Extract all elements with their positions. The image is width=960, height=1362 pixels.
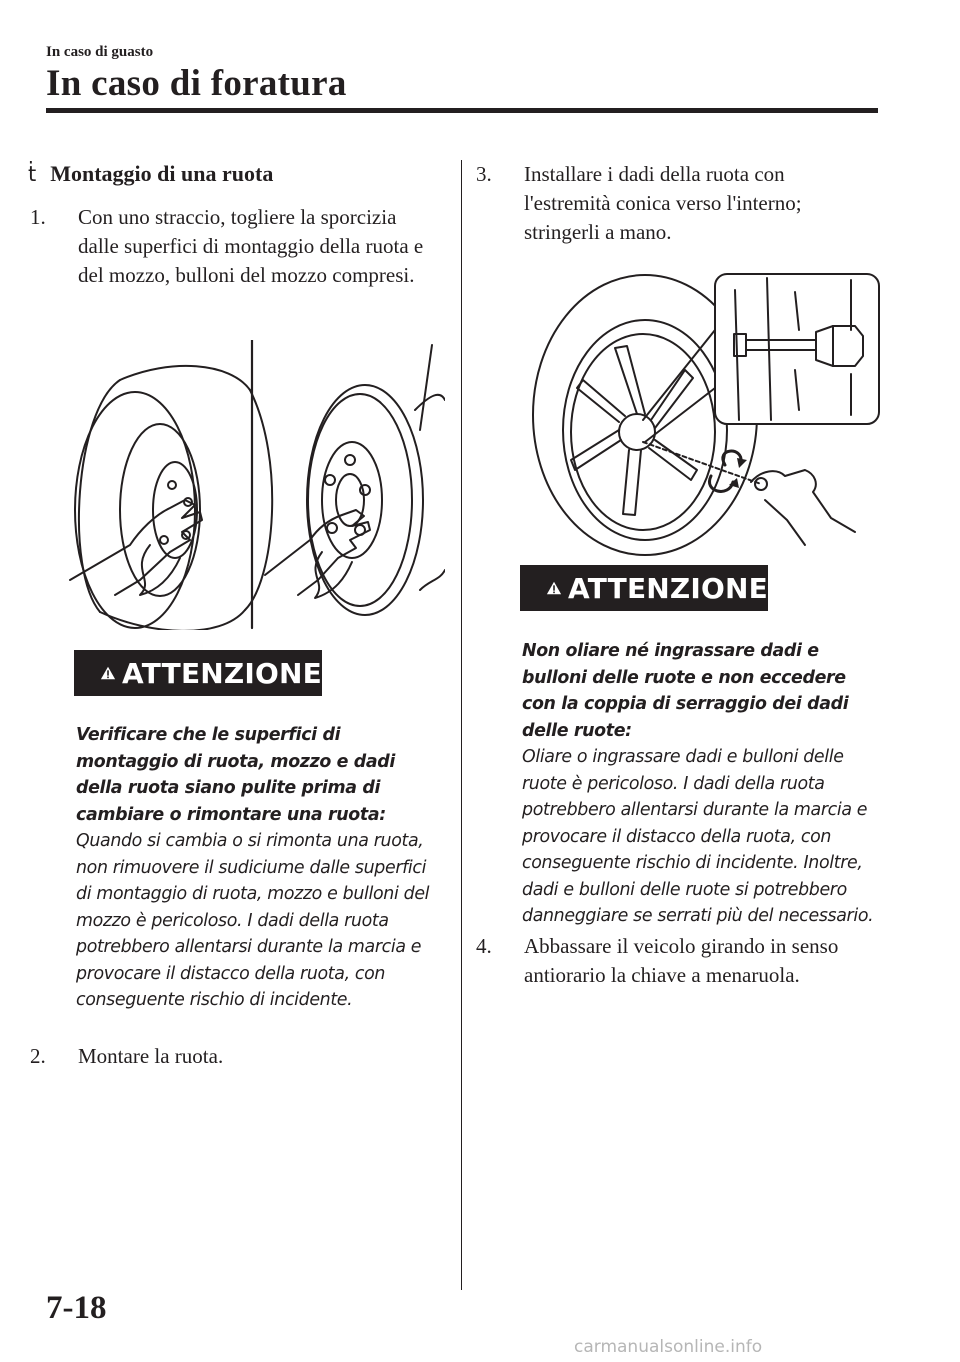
- step-text: Montare la ruota.: [78, 1044, 224, 1068]
- page-title: In caso di foratura: [46, 63, 347, 104]
- step-number: 4.: [476, 934, 492, 958]
- section-heading: [28, 161, 273, 187]
- warning-badge: [74, 650, 322, 696]
- warning-label: ATTENZIONE: [568, 571, 768, 605]
- column-divider: [461, 160, 462, 1290]
- section-marker-icon: ṫ: [28, 162, 37, 186]
- section-heading-text: Montaggio di una ruota: [50, 161, 274, 186]
- step-number: 2.: [30, 1044, 46, 1068]
- warning-lead: Verificare che le superfici di montaggio di ruota, mozzo e dadi della ruota siano pulite prima di cambiare o rimontare una ruota:: [76, 725, 395, 825]
- warning-lead: Non oliare né ingrassare dadi e bulloni delle ruote e non eccedere con la coppia di serraggio dei dadi delle ruote:: [522, 641, 849, 741]
- wheel-cleaning-illustration: [60, 340, 445, 630]
- warning-triangle-icon: [100, 657, 116, 689]
- warning-body: Quando si cambia o si rimonta una ruota, non rimuovere il sudiciume dalle superfici di montaggio di ruota, mozzo e bulloni del mozzo è pericoloso. I dadi della ruota potrebbero allentarsi durante la marcia e provocare il distacco della ruota, con conseguente rischio di incidente.: [76, 831, 430, 1010]
- breadcrumb: In caso di guasto: [46, 44, 154, 60]
- warning-text: [522, 638, 880, 930]
- warning-label: ATTENZIONE: [122, 656, 322, 690]
- warning-text: [76, 722, 442, 1014]
- header-rule: [46, 108, 878, 113]
- step-item: [476, 932, 876, 990]
- step-text: Con uno straccio, togliere la sporcizia dalle superfici di montaggio della ruota e del mozzo, bulloni del mozzo compresi.: [78, 205, 424, 287]
- step-item: [30, 1042, 440, 1071]
- page-number: 7-18: [46, 1290, 107, 1326]
- step-item: [476, 160, 876, 247]
- watermark: carmanualsonline.info: [574, 1337, 763, 1357]
- warning-badge: [520, 565, 768, 611]
- step-text: Installare i dadi della ruota con l'estremità conica verso l'interno; stringerli a mano.: [524, 162, 802, 244]
- step-number: 3.: [476, 162, 492, 186]
- wheel-nut-illustration: [515, 270, 883, 560]
- step-number: 1.: [30, 205, 46, 229]
- step-item: [30, 203, 440, 290]
- warning-triangle-icon: [546, 572, 562, 604]
- warning-body: Oliare o ingrassare dadi e bulloni delle ruote è pericoloso. I dadi della ruota potrebbero allentarsi durante la marcia e provocare il distacco della ruota, con conseguente rischio di incidente. Inoltre, dadi e bulloni delle ruote si potrebbero danneggiare se serrati più del necessario.: [522, 747, 874, 926]
- step-text: Abbassare il veicolo girando in senso antiorario la chiave a menaruola.: [524, 934, 839, 987]
